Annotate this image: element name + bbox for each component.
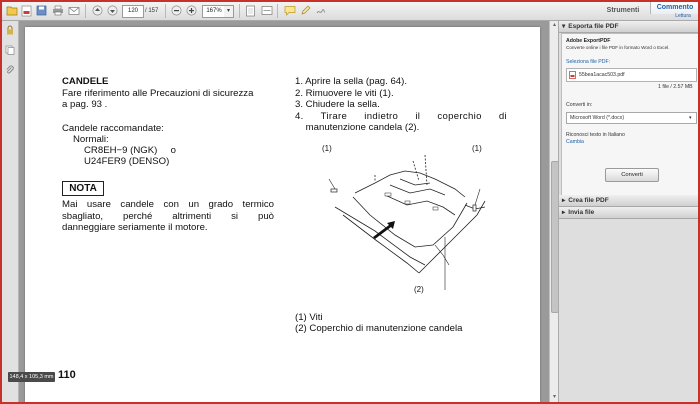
- ocr-change-link[interactable]: Cambia: [566, 139, 584, 145]
- scroll-up-icon[interactable]: ▴: [552, 22, 556, 28]
- toolbar: [2, 2, 698, 21]
- select-file-label: Seleziona file PDF:: [566, 59, 611, 65]
- navigation-pane: [2, 21, 19, 402]
- nota-text: Mai usare candele con un grado termico: [62, 199, 274, 210]
- document-viewport[interactable]: [9, 21, 549, 402]
- zoom-level-input[interactable]: 167%: [202, 5, 226, 18]
- legend-item: (2) Coperchio di manutenzione candela: [295, 323, 463, 334]
- step-item: 2. Rimuovere le viti (1).: [295, 88, 394, 99]
- toolbar-divider: [165, 4, 166, 18]
- recommended-label: Candele raccomandate:: [62, 123, 164, 134]
- next-page-icon[interactable]: [106, 4, 119, 17]
- step-item: 3. Chiudere la sella.: [295, 99, 380, 110]
- sign-icon[interactable]: [314, 4, 327, 17]
- create-pdf-icon[interactable]: [20, 4, 33, 17]
- collapse-icon: ▾: [562, 23, 566, 30]
- convert-format-select[interactable]: [566, 112, 697, 124]
- legend-item: (1) Viti: [295, 312, 323, 323]
- step-item: 4. Tirare indietro il coperchio di: [295, 111, 507, 122]
- zoom-dropdown-icon[interactable]: ▾: [224, 5, 234, 18]
- fit-width-icon[interactable]: [260, 4, 273, 17]
- send-files-header[interactable]: ▸ Invia file: [559, 207, 698, 219]
- callout-screw-right: (1): [472, 144, 482, 153]
- spark-plug-ngk: CR8EH−9 (NGK) o: [84, 145, 176, 156]
- zoom-in-icon[interactable]: [185, 4, 198, 17]
- export-pdf-card: [561, 33, 698, 218]
- save-icon[interactable]: [35, 4, 48, 17]
- screw-left: [331, 189, 337, 192]
- callout-cover: (2): [414, 285, 424, 294]
- step-item: 1. Aprire la sella (pag. 64).: [295, 76, 407, 87]
- attachment-icon[interactable]: [5, 65, 15, 75]
- page-number: 110: [58, 369, 76, 381]
- zoom-out-icon[interactable]: [170, 4, 183, 17]
- previous-page-icon[interactable]: [91, 4, 104, 17]
- page-number-input[interactable]: 120: [122, 5, 144, 18]
- create-pdf-header[interactable]: ▸ Crea file PDF: [559, 195, 698, 207]
- selected-file[interactable]: [566, 68, 697, 82]
- tab-comment[interactable]: Commento: [650, 2, 698, 14]
- intro-text: Fare riferimento alle Precauzioni di sicurezza: [62, 88, 254, 99]
- nota-text: danneggiare seriamente il motore.: [62, 222, 208, 233]
- email-icon[interactable]: [67, 4, 80, 17]
- toolbar-divider: [277, 4, 278, 18]
- app-window: [2, 2, 698, 402]
- chevron-down-icon: ▾: [689, 115, 692, 121]
- nota-label: NOTA: [62, 181, 104, 196]
- section-heading: CANDELE: [62, 76, 109, 87]
- print-icon[interactable]: [51, 4, 64, 17]
- open-icon[interactable]: [5, 4, 18, 17]
- tab-tools[interactable]: Strumenti: [606, 7, 640, 14]
- highlight-icon[interactable]: [299, 4, 312, 17]
- callout-screw-left: (1): [322, 144, 332, 153]
- maintenance-cover-diagram: [315, 145, 500, 310]
- pdf-page: [9, 27, 540, 402]
- direction-arrow: [373, 221, 395, 239]
- pdf-file-icon: [569, 71, 576, 79]
- nota-text: sbagliato, perché altrimenti si può: [62, 211, 274, 222]
- toolbar-divider: [85, 4, 86, 18]
- convert-to-label: Converti in:: [566, 102, 593, 108]
- fit-page-icon[interactable]: [244, 4, 257, 17]
- convert-button[interactable]: Converti: [605, 168, 659, 182]
- intro-text: a pag. 93 .: [62, 99, 108, 110]
- step-item: manutenzione candela (2).: [295, 122, 420, 133]
- export-title: Adobe ExportPDF: [566, 38, 611, 44]
- scroll-down-icon[interactable]: ▾: [552, 394, 556, 400]
- lock-icon[interactable]: [5, 25, 15, 35]
- file-name: 55bea1acac503.pdf: [579, 72, 625, 78]
- pages-icon[interactable]: [5, 45, 15, 55]
- tab-read[interactable]: Lettura: [675, 13, 691, 19]
- comment-icon[interactable]: [283, 4, 296, 17]
- screw-right: [473, 205, 476, 211]
- expand-icon: ▸: [562, 209, 566, 216]
- export-pdf-header[interactable]: ▾ Esporta file PDF: [559, 21, 698, 33]
- spark-plug-denso: U24FER9 (DENSO): [84, 156, 170, 167]
- page-size-badge: 148,4 x 105,3 mm: [9, 374, 54, 380]
- export-description: Converte online i file PDF in formato Word o Excel.: [566, 45, 670, 50]
- ocr-language-label: Riconosci testo in Italiano: [566, 132, 625, 138]
- expand-icon: ▸: [562, 197, 566, 204]
- page-total: / 157: [145, 8, 159, 14]
- file-meta: 1 file / 2.57 MB: [658, 84, 693, 90]
- tools-panel: [558, 21, 698, 402]
- normal-label: Normali:: [73, 134, 109, 145]
- convert-format-value: Microsoft Word (*.docx): [570, 115, 625, 121]
- toolbar-divider: [239, 4, 240, 18]
